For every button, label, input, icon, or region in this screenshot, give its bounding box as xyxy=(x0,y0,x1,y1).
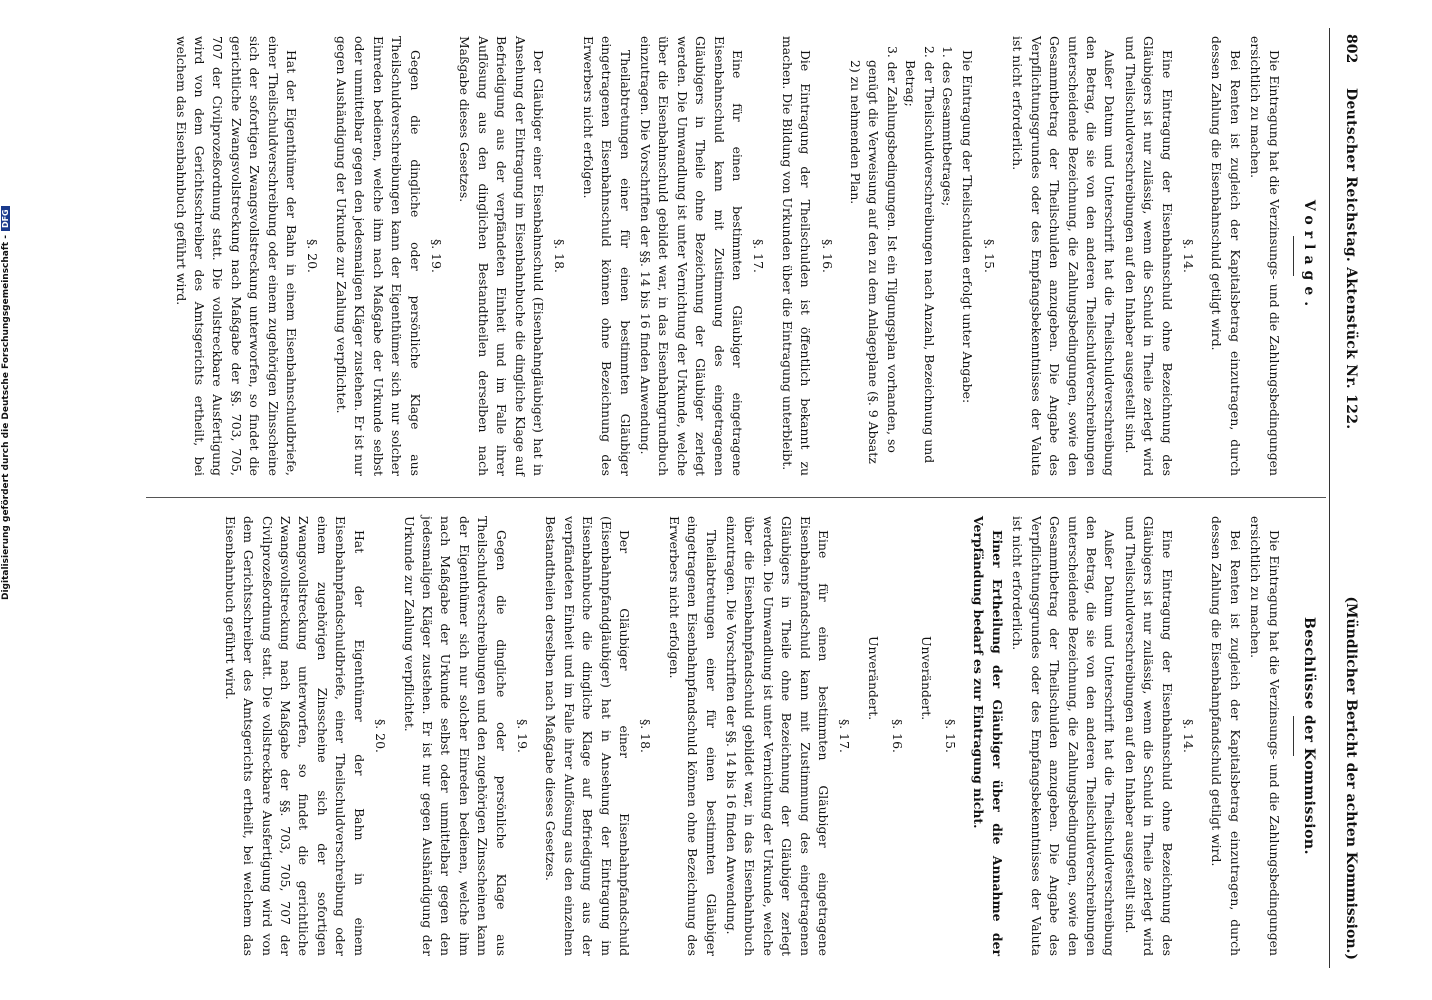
paragraph: Die Eintragung der Theilschulden erfolgt unter Angabe: xyxy=(960,50,976,404)
column-beschluesse xyxy=(218,516,1318,956)
paragraph: Die Eintragung der Theilschulden ist öffentlich bekannt zu machen. Die Bildung von Urkunden über die Eintragung unterbleibt. xyxy=(779,36,814,476)
header-title: Deutscher Reichstag. Aktenstück Nr. 122. xyxy=(1343,88,1359,430)
paragraph: Gegen die dingliche oder persönliche Klage aus Theilschuldverschreibungen kann der Eigenthümer sich nur solcher Einreden bedienen, welche ihm nach Maßgabe der Urkunde selbst oder unmittelbar gegen den jedesmaligen Kläger zustehen. Er ist nur gegen Aushändigung der Urkunde zur Zahlung verpflichtet. xyxy=(333,36,423,476)
column-heading-beschluesse: Beschlüsse der Kommission. xyxy=(1301,617,1317,855)
paragraph-bold: Einer Ertheilung der Gläubiger über die Annahme der Verpfändung bedarf es zur Eintragung nicht. xyxy=(971,516,1005,956)
rotated-page xyxy=(108,28,1370,968)
section-heading: §. 19. xyxy=(428,239,444,273)
list-item: 1. des Gesammtbetrages; xyxy=(940,46,956,207)
section-heading: §. 14. xyxy=(1180,719,1196,753)
column-heading-vorlage: Vorlage. xyxy=(1301,199,1317,313)
section-heading: §. 14. xyxy=(1180,239,1196,273)
list-item: 3. der Zahlungsbedingungen. Ist ein Tilgungsplan vorhanden, so genügt die Verweisung auf den zu dem Anlageplane (§. 9 Absatz 2) zu nehmenden Plan. xyxy=(848,46,900,464)
paragraph: Der Gläubiger einer Eisenbahnschuld (Eisenbahngläubiger) hat in Ansehung der Eintragung im Eisenbahnbuche die dingliche Klage auf Befriedigung aus der verpfändeten Einheit und im Falle ihrer Auflösung aus den dinglichen Bestandtheilen derselben nach Maßgabe dieses Gesetzes. xyxy=(457,36,546,476)
section-heading: §. 15. xyxy=(981,239,997,273)
unchanged-note: Unverändert. xyxy=(918,636,934,721)
paragraph: Außer Datum und Unterschrift hat die Theilschuldverschreibung den Betrag, die sie von den anderen Theilschuldverschreibungen unterscheidende Bezeichnung, die Zahlungsbedingungen, sowie den Gesammtbetrag der Theilschulden anzugeben. Die Angabe des Verpflichtungsgrundes oder des Empfangsbekenntnisses der Valuta ist nicht erforderlich. xyxy=(1010,36,1118,476)
section-heading: §. 20. xyxy=(373,719,389,753)
section-heading: §. 17. xyxy=(751,239,767,273)
dfg-logo: DFG xyxy=(1,206,10,231)
credit-text: Digitalisierung gefördert durch die Deutsche Forschungsgemeinschaft - xyxy=(1,235,11,600)
section-heading: §. 18. xyxy=(638,719,654,753)
column-divider xyxy=(146,497,1326,498)
list-item: 2. der Theilschuldverschreibungen nach Anzahl, Bezeichnung und Betrag; xyxy=(903,46,937,464)
unchanged-note: Unverändert. xyxy=(865,636,881,721)
paragraph: Bei Renten ist zugleich der Kapitalsbetrag einzutragen, durch dessen Zahlung die Eisenbahnpfandschuld getilgt wird. xyxy=(1209,516,1243,956)
section-heading: §. 16. xyxy=(819,239,835,273)
paragraph: Der Gläubiger einer Eisenbahnpfandschuld (Eisenbahnpfandgläubiger) hat in Ansehung der Eintragung im Eisenbahnbuche die dingliche Klage auf Befriedigung aus der verpfändeten Einheit und im Falle ihrer Auflösung aus den einzelnen Bestandtheilen derselben nach Maßgabe dieses Gesetzes. xyxy=(543,516,632,956)
section-heading: §. 19. xyxy=(514,719,530,753)
heading-rule xyxy=(1293,236,1294,276)
heading-rule xyxy=(1293,716,1294,756)
section-heading: §. 17. xyxy=(837,719,853,753)
page-header xyxy=(1330,28,1370,968)
section-heading: §. 20. xyxy=(305,239,321,273)
digitization-credit xyxy=(1,206,11,600)
paragraph: Eine Eintragung der Eisenbahnschuld ohne Bezeichnung des Gläubigers ist nur zulässig, wenn die Schuld in Theile zerlegt wird und Theilschuldverschreibungen auf den Inhaber ausgestellt sind. xyxy=(1122,36,1175,476)
section-heading: §. 16. xyxy=(890,719,906,753)
paragraph: Eine für einen bestimmten Gläubiger eingetragene Eisenbahnschuld kann mit Zustimmung des eingetragenen Gläubigers in Theile ohne Bezeichnung der Gläubiger zerlegt werden. Die Umwandlung ist unter Vernichtung der Urkunde, welche über die Eisenbahnschuld gebildet war, in das Eisenbahngrundbuch einzutragen. Die Vorschriften der §§. 14 bis 16 finden Anwendung. xyxy=(638,36,746,476)
header-rule xyxy=(1329,28,1330,968)
paragraph: Die Eintragung hat die Verzinsungs- und die Zahlungsbedingungen ersichtlich zu machen. xyxy=(1248,36,1282,476)
paragraph: Hat der Eigenthümer der Bahn in einem Eisenbahnschuldbriefe, einer Theilschuldverschreibung oder einem zugehörigen Zinsscheine sich der sofortigen Zwangsvollstreckung unterworfen, so findet die gerichtliche Zwangsvollstreckung nach Maßgabe der §§. 703, 705, 707 der Civilprozeßordnung statt. Die vollstreckbare Ausfertigung wird von dem Gerichtsschreiber des Amtsgerichts ertheilt, bei welchem das Eisenbahnbuch geführt wird. xyxy=(173,36,300,476)
page-number: 802 xyxy=(1343,34,1359,64)
section-heading: §. 18. xyxy=(552,239,568,273)
paragraph: Eine Eintragung der Eisenbahnschuld ohne Bezeichnung des Gläubigers ist nur zulässig, wenn die Schuld in Theile zerlegt wird und Theilschuldverschreibungen auf den Inhaber ausgestellt sind. xyxy=(1122,516,1175,956)
paragraph: Bei Renten ist zugleich der Kapitalsbetrag einzutragen, durch dessen Zahlung die Eisenbahnschuld getilgt wird. xyxy=(1209,36,1243,476)
paragraph: Theilabtretungen einer für einen bestimmten Gläubiger eingetragenen Eisenbahnschuld können ohne Bezeichnung des Erwerbers nicht erfolgen. xyxy=(580,36,633,476)
paragraph: Hat der Eigenthümer der Bahn in einem Eisenbahnpfandschuldbriefe, einer Theilschuldverschreibung oder einem zugehörigen Zinsscheine sich der sofortigen Zwangsvollstreckung unterworfen, so findet die gerichtliche Zwangsvollstreckung nach Maßgabe der §§. 703, 705, 707 der Civilprozeßordnung statt. Die vollstreckbare Ausfertigung wird von dem Gerichtsschreiber des Amtsgerichts ertheilt, bei welchem das Eisenbahnbuch geführt wird. xyxy=(222,516,367,956)
paragraph: Außer Datum und Unterschrift hat die Theilschuldverschreibung den Betrag, die sie von den anderen Theilschuldverschreibungen unterscheidende Bezeichnung, die Zahlungsbedingungen, sowie den Gesammtbetrag der Theilschulden anzugeben. Die Angabe des Verpflichtungsgrundes oder des Empfangsbekenntnisses der Valuta ist nicht erforderlich. xyxy=(1010,516,1118,956)
paragraph: Eine für einen bestimmten Gläubiger eingetragene Eisenbahnpfandschuld kann mit Zustimmung des eingetragenen Gläubigers in Theile ohne Bezeichnung der Gläubiger zerlegt werden. Die Umwandlung ist unter Vernichtung der Urkunde, welche über die Eisenbahnpfandschuld gebildet war, in das Eisenbahnbuch einzutragen. Die Vorschriften der §§. 14 bis 16 finden Anwendung. xyxy=(724,516,832,956)
paragraph: Theilabtretungen einer für einen bestimmten Gläubiger eingetragenen Eisenbahnpfandschuld können ohne Bezeichnung des Erwerbers nicht erfolgen. xyxy=(666,516,719,956)
section-heading: §. 15. xyxy=(943,719,959,753)
paragraph: Die Eintragung hat die Verzinsungs- und die Zahlungsbedingungen ersichtlich zu machen. xyxy=(1248,516,1282,956)
column-vorlage xyxy=(169,36,1318,476)
header-note: (Mündlicher Bericht der achten Kommission.) xyxy=(1343,596,1359,960)
paragraph: Gegen die dingliche oder persönliche Klage aus Theilschuldverschreibungen und den zugehörigen Zinsscheinen kann der Eigenthümer sich nur solcher Einreden bedienen, welche ihm nach Maßgabe der Urkunde selbst oder unmittelbar gegen den jedesmaligen Kläger zustehen. Er ist nur gegen Aushändigung der Urkunde zur Zahlung verpflichtet. xyxy=(401,516,509,956)
